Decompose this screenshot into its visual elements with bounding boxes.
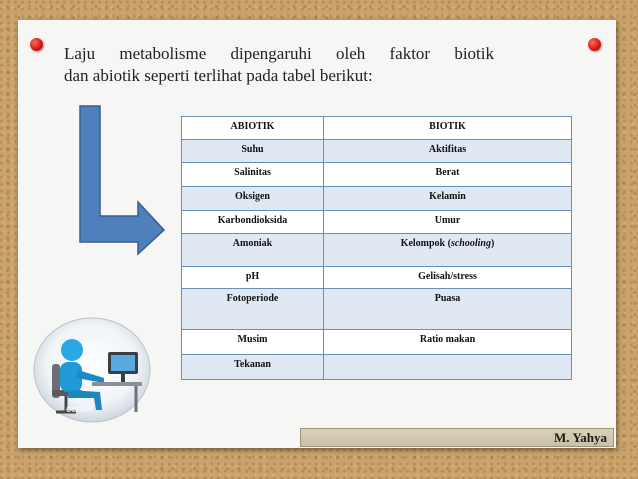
cell-abiotik: Tekanan — [182, 355, 324, 380]
intro-line-1: Laju metabolisme dipengaruhi oleh faktor biotik — [64, 44, 494, 63]
pushpin-right-icon — [588, 38, 601, 51]
watermark-text: center — [66, 404, 94, 415]
cell-biotik — [324, 355, 572, 380]
cell-abiotik: Suhu — [182, 140, 324, 163]
cell-abiotik: Oksigen — [182, 187, 324, 211]
cell-biotik-tail: ) — [490, 238, 495, 249]
cell-biotik: Aktifitas — [324, 140, 572, 163]
cell-biotik: Gelisah/stress — [324, 267, 572, 289]
intro-text — [64, 43, 494, 87]
table-row — [182, 211, 572, 234]
table-row — [182, 267, 572, 289]
header-biotik: BIOTIK — [324, 117, 572, 140]
table-row — [182, 163, 572, 187]
cell-biotik: Umur — [324, 211, 572, 234]
table-header-row — [182, 117, 572, 140]
pushpin-left-icon — [30, 38, 43, 51]
table-row — [182, 355, 572, 380]
intro-line-2: dan abiotik seperti terlihat pada tabel berikut: — [64, 66, 373, 85]
cell-abiotik: Salinitas — [182, 163, 324, 187]
table-row — [182, 289, 572, 330]
table-row — [182, 140, 572, 163]
cell-biotik: Berat — [324, 163, 572, 187]
table-row — [182, 187, 572, 211]
bent-arrow-icon — [78, 104, 168, 256]
author-name: M. Yahya — [554, 430, 607, 445]
header-abiotik: ABIOTIK — [182, 117, 324, 140]
cell-abiotik: Karbondioksida — [182, 211, 324, 234]
cell-abiotik: Fotoperiode — [182, 289, 324, 330]
cell-biotik-italic: schooling — [450, 238, 491, 249]
cell-biotik: Kelamin — [324, 187, 572, 211]
cell-biotik: Ratio makan — [324, 330, 572, 355]
table-row — [182, 234, 572, 267]
cell-biotik: Puasa — [324, 289, 572, 330]
cell-abiotik: pH — [182, 267, 324, 289]
cell-abiotik: Musim — [182, 330, 324, 355]
cell-biotik — [324, 234, 572, 267]
cell-biotik-text: Kelompok ( — [400, 238, 451, 249]
table-row — [182, 330, 572, 355]
factor-table — [181, 116, 572, 380]
author-bar — [300, 428, 614, 447]
cell-abiotik: Amoniak — [182, 234, 324, 267]
